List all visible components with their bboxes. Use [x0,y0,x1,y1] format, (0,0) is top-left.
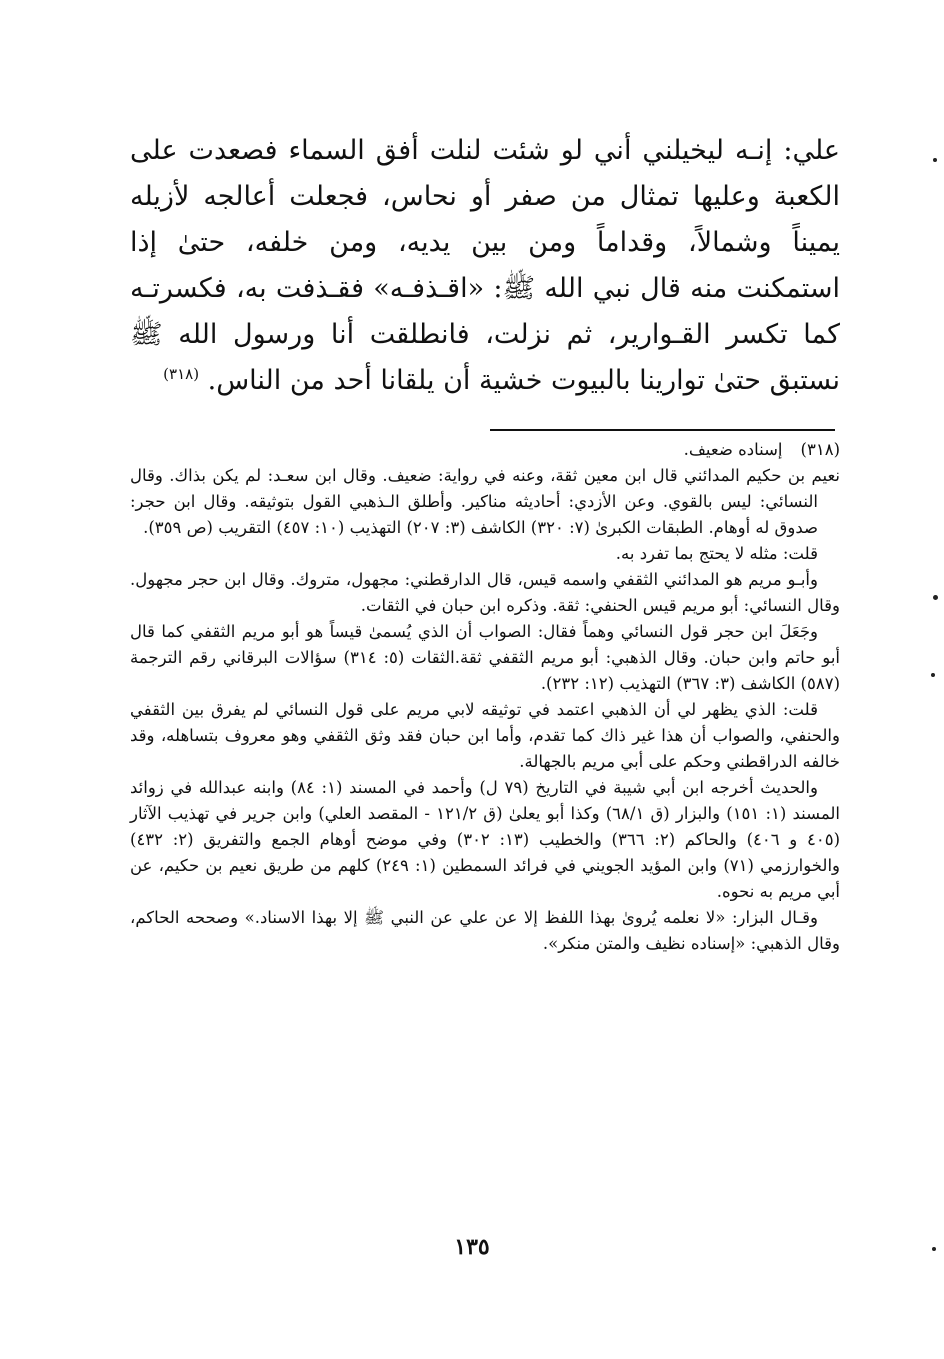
footnote-paragraph: قلت: مثله لا يحتج بما تفرد به. [615,544,818,563]
scan-speck [932,1247,936,1251]
main-text [130,128,840,404]
scan-speck [933,158,937,162]
footnote-heading-row [130,437,840,463]
footnote-paragraph: وقـال البزار: «لا نعلمه يُروىٰ بهذا اللفظ إلا عن علي عن النبي ﷺ إلا بهذا الاسناد.» وصححه الحاكم، وقال الذهبي: «إسناده نظيف والمتن منكر». [130,908,840,953]
footnote-number: (٣١٨) [800,440,840,459]
footnote-heading: إسناده ضعيف. [683,440,783,459]
scan-speck [933,595,938,600]
footnote-paragraph: وأبـو مريم هو المدائني الثقفي واسمه قيس، قال الدارقطني: مجهول، متروك. وقال ابن حجر مجهول. وقال النسائي: أبو مريم قيس الحنفي: ثقة. وذكره ابن حبان في الثقات. [130,570,840,615]
scan-speck [931,673,935,677]
footnote-paragraph: نعيم بن حكيم المدائني قال ابن معين ثقة، وعنه في رواية: ضعيف. وقال ابن سعـد: لم يكن بذاك. وقال النسائي: ليس بالقوي. وعن الأزدي: أحاديثه مناكير. وأطلق الـذهبي القول بتوثيقه. وقال ابن حجر: صدوق له أوهام. الطبقات الكبرىٰ (٧: ٣٢٠) الكاشف (٣: ٢٠٧) التهذيب (١٠: ٤٥٧) التقريب (ص ٣٥٩). [130,466,840,537]
footnotes-section [130,437,840,957]
footnote-paragraph: والحديث أخرجه ابن أبي شيبة في التاريخ (٧٩ ل) وأحمد في المسند (١: ٨٤) وابنه عبدالله في زوائد المسند (١: ١٥١) والبزار (ق ٦٨/١) وكذا أبو يعلىٰ (ق ١٢١/٢ - المقصد العلي) وابن جرير في تهذيب الآثار (٤٠٥ و ٤٠٦) والحاكم (٢: ٣٦٦) والخطيب (١٣: ٣٠٢) وفي موضح أوهام الجمع والتفريق (٢: ٤٣٢) والخوارزمي (٧١) وابن المؤيد الجويني في فرائد السمطين (١: ٢٤٩) كلهم من طريق نعيم بن حكيم، عن أبي مريم به نحوه. [130,778,840,901]
footnote-separator [490,429,835,431]
main-paragraph-text: علي: إنـه ليخيلني أني لو شئت لنلت أفق السماء فصعدت على الكعبة وعليها تمثال من صفر أو نحاس، فجعلت أعالجه لأزيله يميناً وشمالاً، وقداماً ومن بين يديه، ومن خلفه، حتىٰ إذا استمكنت منه قال نبي الله ﷺ: «اقـذفـه» فقـذفت به، فكسرتـه كما تكسر القـوارير، ثم نزلت، فانطلقت أنا ورسول الله ﷺ نستبق حتىٰ توارينا بالبيوت خشية أن يلقانا أحد من الناس. [130,135,840,396]
main-paragraph [130,128,840,404]
page-number: ١٣٥ [454,1234,490,1260]
footnote-paragraph: وجَعَلَ ابن حجر قول النسائي وهماً فقال: الصواب أن الذي يُسمىٰ قيساً هو أبو مريم الثقفي كما قال أبو حاتم وابن حبان. وقال الذهبي: أبو مريم الثقفي ثقة.الثقات (٥: ٣١٤) سؤالات البرقاني رقم الترجمة (٥٨٧) الكاشف (٣: ٣٦٧) التهذيب (١٢: ٢٣٢). [130,622,840,693]
footnote-reference-marker: (٣١٨) [163,365,200,383]
footnote-paragraph: قلت: الذي يظهر لي أن الذهبي اعتمد في توثيقه لابي مريم على قول النسائي لم يفرق بين الثقفي والحنفي، والصواب أن هذا غير ذاك كما تقدم، وأما ابن حبان فقد وثق الثقفي وهو معروف بتساهله، وقد خالفه الدراقطني وحكم على أبي مريم بالجهالة. [130,700,840,771]
